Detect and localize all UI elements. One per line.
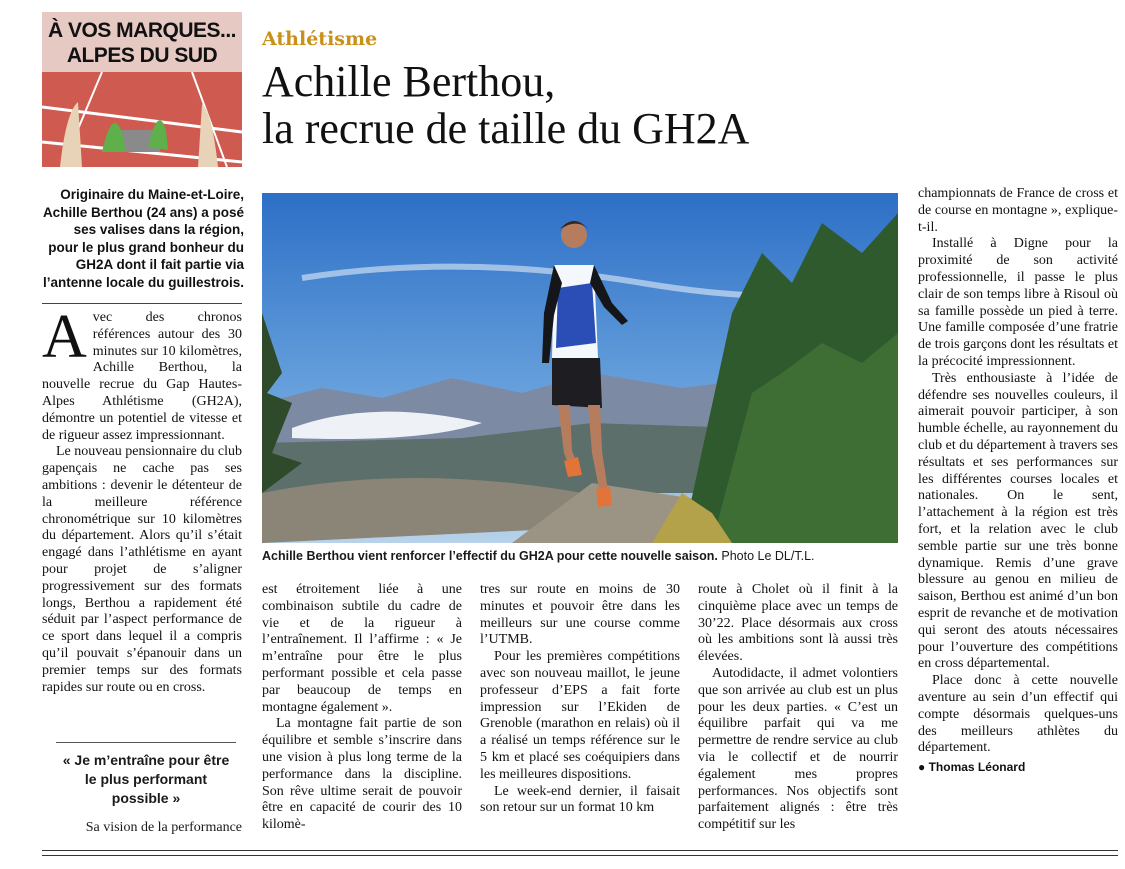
article-paragraph: championnats de France de cross et de course en montagne », explique-t-il. bbox=[918, 186, 1118, 235]
pull-quote-caption: Sa vision de la performance bbox=[85, 820, 242, 835]
photo-caption bbox=[262, 548, 902, 564]
headline bbox=[262, 58, 912, 152]
article-paragraph: est étroitement liée à une combinaison subtile du cadre de vie et de la rigueur à l’entraînement. Il l’affirme : « Je m’entraîne pour être le plus performant possible et cela passe par beaucoup de temps en montagne également ». bbox=[262, 582, 462, 715]
photo-credit: Photo Le DL/T.L. bbox=[721, 549, 815, 563]
photo-caption-text: Achille Berthou vient renforcer l’effectif du GH2A pour cette nouvelle saison. bbox=[262, 549, 718, 563]
kicker-line-1: À VOS MARQUES... bbox=[47, 19, 237, 42]
kicker-title bbox=[42, 18, 242, 68]
article-paragraph: La montagne fait partie de son équilibre et semble s’inscrire dans une vision à plus long terme de la performance dans la discipline. Son rêve ultime serait de pouvoir être en capacité de courir des 10 kilomè- bbox=[262, 716, 462, 833]
section-rubric: Athlétisme bbox=[262, 28, 378, 50]
article-column-5 bbox=[918, 186, 1118, 776]
headline-line-2: la recrue de taille du GH2A bbox=[262, 104, 750, 153]
article-column-3 bbox=[480, 582, 680, 817]
article-paragraph: Le nouveau pensionnaire du club gapençais ne cache pas ses ambitions : devenir le détenteur de la meilleure référence chronométrique sur 10 kilomètres du département. Alors qu’il s’était engagé dans l’athlétisme en ayant pour projet de s’aligner progressivement sur des formats longs, Berthou a rapidement été séduit par l’aspect performance de ce sport dans lequel il a compris qu’il pouvait s’épanouir dans un premier temps sur des formats rapides sur route ou en cross. bbox=[42, 444, 242, 695]
article-paragraph: Autodidacte, il admet volontiers que son arrivée au club est un plus pour les deux parties. « C’est un équilibre parfait qui va me permettre de rendre service au club via le collectif et de nourrir également mes propres performances. Nos objectifs sont parfaitement alignés : être très compétitif sur les bbox=[698, 665, 898, 833]
article-paragraph: Installé à Digne pour la proximité de son activité professionnelle, il passe le plus clair de son temps libre à Risoul où sa famille possède un pied à terre. Une famille composée d’une fratrie de trois garçons dont les résultats et la précocité impressionnent. bbox=[918, 236, 1118, 369]
bottom-divider bbox=[42, 855, 1118, 856]
article-paragraph: route à Cholet où il finit à la cinquième place avec un temps de 30’22. Place désormais aux cross où les ambitions sont là aussi très élevées. bbox=[698, 582, 898, 665]
article-paragraph: Très enthousiaste à l’idée de défendre ses nouvelles couleurs, il aimerait pouvoir participer, à son humble échelle, au rayonnement du club et du département à travers ses résultats et ses performances sur les différentes courses locales et nationales. On le sent, l’attachement à la région est très fort, et la relation avec le club semble partie sur une très bonne dynamique. Remis d’une grave blessure au genou en milieu de saison, Berthou est animé d’un bon esprit de revanche et de motivation qui seront des atouts nécessaires pour l’ouverture des compétitions en cross départemental. bbox=[918, 370, 1118, 672]
pull-quote: « Je m’entraîne pour être le plus performant possible » bbox=[56, 742, 236, 808]
article-paragraph: tres sur route en moins de 30 minutes et pouvoir être dans les meilleurs sur une course comme l’UTMB. bbox=[480, 582, 680, 648]
article-paragraph: Avec des chronos références autour des 30 minutes sur 10 kilomètres, Achille Berthou, la nouvelle recrue du Gap Hautes-Alpes Athlétisme (GH2A), démontre un potentiel de vitesse et de rigueur assez impressionnant. bbox=[42, 303, 242, 443]
runner-photo bbox=[262, 193, 898, 543]
article-column-1 bbox=[42, 303, 242, 696]
article-paragraph: Pour les premières compétitions avec son nouveau maillot, le jeune professeur d’EPS a fait forte impression sur l’Ekiden de Grenoble (marathon en relais) où il a réalisé un temps référence sur le 5 km et placé ses coéquipiers dans les meilleures dispositions. bbox=[480, 649, 680, 782]
headline-line-1: Achille Berthou, bbox=[262, 57, 556, 106]
byline-author: Thomas Léonard bbox=[928, 760, 1026, 775]
chapo-intro: Originaire du Maine-et-Loire, Achille Berthou (24 ans) a posé ses valises dans la région, pour le plus grand bonheur du GH2A dont il fait partie via l’antenne locale du guillestrois. bbox=[42, 187, 244, 290]
byline: ● Thomas Léonard bbox=[918, 760, 1026, 775]
drop-cap: A bbox=[42, 303, 87, 371]
article-column-4 bbox=[698, 582, 898, 834]
article-column-2 bbox=[262, 582, 462, 834]
article-paragraph: Place donc à cette nouvelle aventure au sein d’un effectif qui compte désormais quelques-uns des meilleurs athlètes du département. bbox=[918, 673, 1118, 756]
kicker-illustration bbox=[42, 12, 242, 167]
article-paragraph: Le week-end dernier, il faisait son retour sur un format 10 km bbox=[480, 783, 680, 816]
bottom-divider bbox=[42, 850, 1118, 851]
article-photo bbox=[262, 193, 898, 543]
kicker-line-2: ALPES DU SUD bbox=[66, 44, 218, 67]
